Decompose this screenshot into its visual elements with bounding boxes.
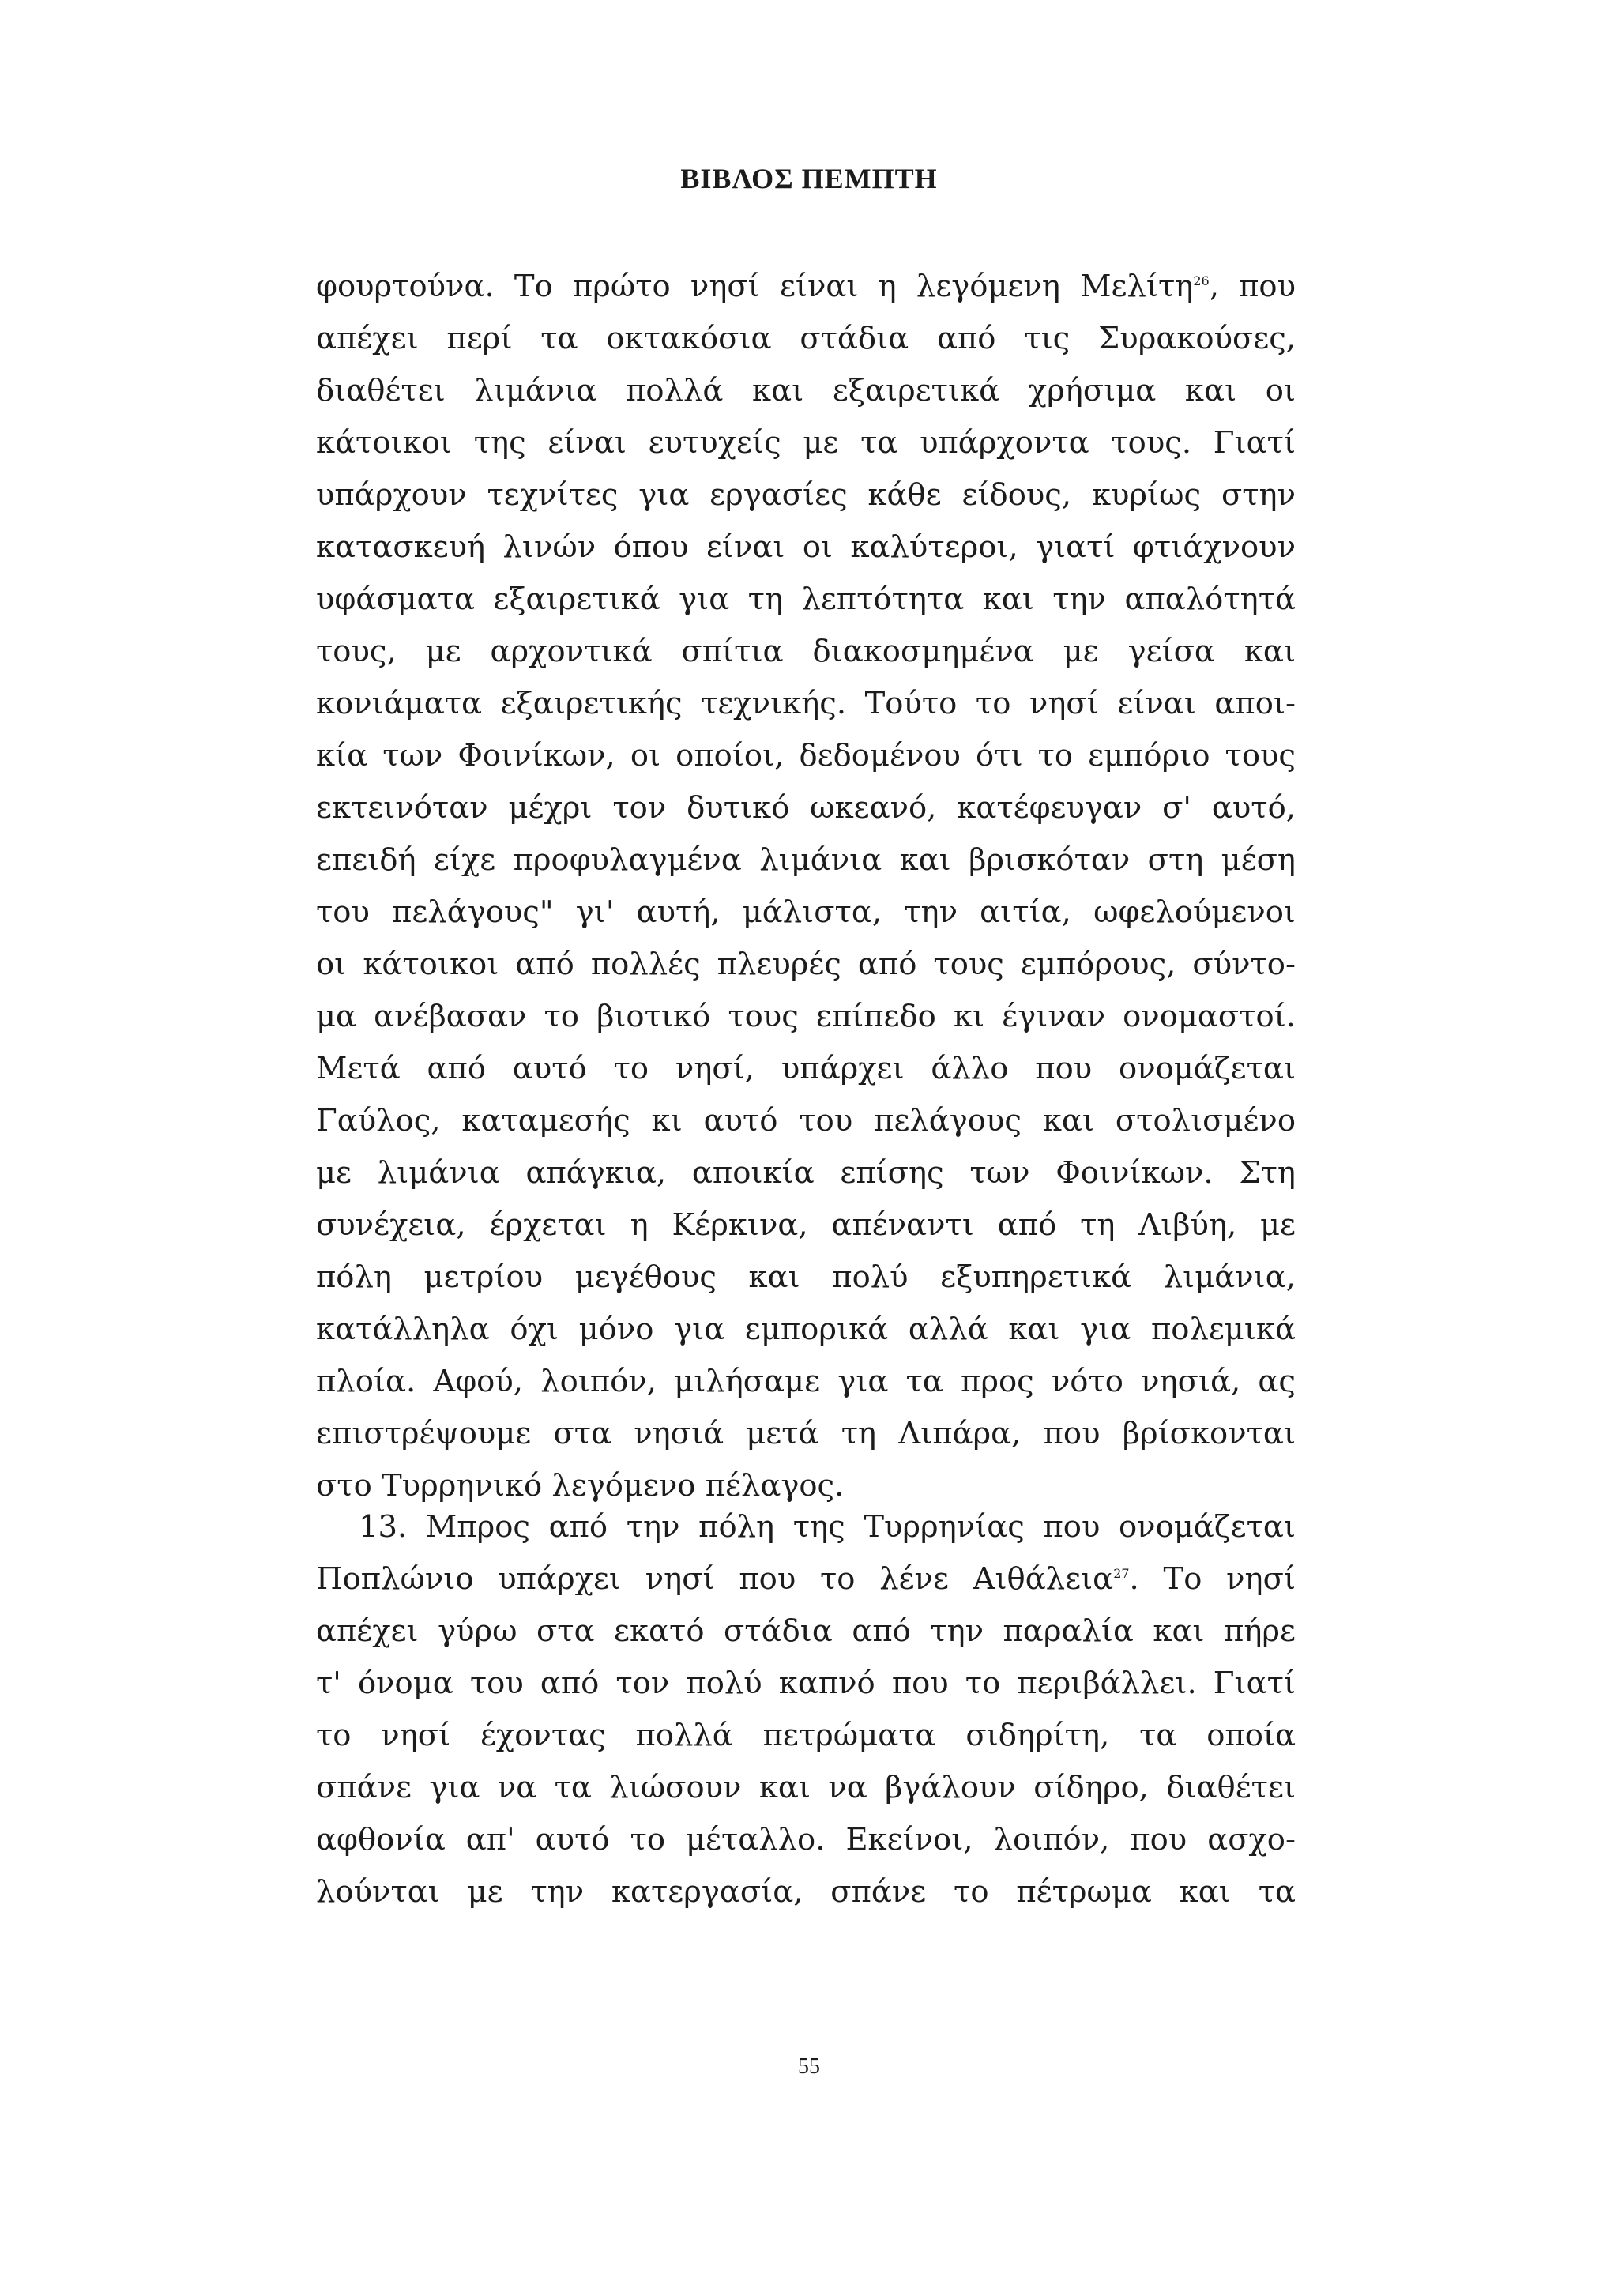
text-line: διαθέτει λιμάνια πολλά και εξαιρετικά χρήσιμα και οι bbox=[316, 373, 1296, 408]
text-line: το νησί έχοντας πολλά πετρώματα σιδηρίτη, τα οποία bbox=[316, 1718, 1296, 1753]
text-line: οι κάτοικοι από πολλές πλευρές από τους εμπόρους, σύντο- bbox=[316, 947, 1296, 982]
text-line: πόλη μετρίου μεγέθους και πολύ εξυπηρετικά λιμάνια, bbox=[316, 1259, 1296, 1295]
text-line: κονιάματα εξαιρετικής τεχνικής. Τούτο το νησί είναι αποι- bbox=[316, 686, 1296, 721]
text-line: υπάρχουν τεχνίτες για εργασίες κάθε είδους, κυρίως στην bbox=[316, 477, 1296, 513]
text-line-continuation: . Το νησί bbox=[1129, 1561, 1296, 1597]
text-line: αφθονία απ' αυτό το μέταλλο. Εκείνοι, λοιπόν, που ασχο- bbox=[316, 1822, 1296, 1858]
text-line-content: φουρτούνα. Το πρώτο νησί είναι η λεγόμενη Μελίτη bbox=[316, 269, 1194, 304]
text-line: σπάνε για να τα λιώσουν και να βγάλουν σίδηρο, διαθέτει bbox=[316, 1770, 1296, 1805]
text-line: 13. Μπρος από την πόλη της Τυρρηνίας που ονομάζεται bbox=[359, 1509, 1296, 1545]
text-line: κάτοικοι της είναι ευτυχείς με τα υπάρχοντα τους. Γιατί bbox=[316, 425, 1296, 461]
text-line: στο Τυρρηνικό λεγόμενο πέλαγος. bbox=[316, 1468, 845, 1504]
text-line: Μετά από αυτό το νησί, υπάρχει άλλο που ονομάζεται bbox=[316, 1051, 1296, 1086]
text-line: του πελάγους" γι' αυτή, μάλιστα, την αιτία, ωφελούμενοι bbox=[316, 894, 1296, 930]
running-title: ΒΙΒΛΟΣ ΠΕΜΠΤΗ bbox=[680, 163, 938, 194]
text-line: επειδή είχε προφυλαγμένα λιμάνια και βρισκόταν στη μέση bbox=[316, 842, 1296, 878]
paragraph-2 bbox=[316, 1501, 1296, 1918]
paragraph-1 bbox=[316, 261, 1296, 1512]
footnote-marker: 27 bbox=[1113, 1566, 1130, 1582]
page-number: 55 bbox=[798, 2054, 820, 2079]
text-line-content: Ποπλώνιο υπάρχει νησί που το λένε Αιθάλεια bbox=[316, 1561, 1114, 1597]
text-line: κατασκευή λινών όπου είναι οι καλύτεροι, γιατί φτιάχνουν bbox=[316, 529, 1296, 565]
text-line: κία των Φοινίκων, οι οποίοι, δεδομένου ότι το εμπόριο τους bbox=[316, 738, 1296, 773]
text-line: τ' όνομα του από τον πολύ καπνό που το περιβάλλει. Γιατί bbox=[316, 1666, 1296, 1701]
text-line: με λιμάνια απάγκια, αποικία επίσης των Φοινίκων. Στη bbox=[316, 1155, 1296, 1191]
text-line: Γαύλος, καταμεσής κι αυτό του πελάγους και στολισμένο bbox=[316, 1103, 1296, 1139]
text-line: απέχει περί τα οκτακόσια στάδια από τις Συρακούσες, bbox=[316, 321, 1296, 356]
text-line: πλοία. Αφού, λοιπόν, μιλήσαμε για τα προς νότο νησιά, ας bbox=[316, 1364, 1296, 1399]
text-line: επιστρέψουμε στα νησιά μετά τη Λιπάρα, που βρίσκονται bbox=[316, 1416, 1296, 1451]
text-line: εκτεινόταν μέχρι τον δυτικό ωκεανό, κατέφευγαν σ' αυτό, bbox=[316, 790, 1296, 826]
text-line: μα ανέβασαν το βιοτικό τους επίπεδο κι έγιναν ονομαστοί. bbox=[316, 999, 1296, 1034]
text-line: συνέχεια, έρχεται η Κέρκινα, απέναντι από τη Λιβύη, με bbox=[316, 1207, 1296, 1243]
text-line: κατάλληλα όχι μόνο για εμπορικά αλλά και για πολεμικά bbox=[316, 1312, 1296, 1347]
text-line bbox=[316, 261, 1296, 313]
text-line-continuation: , που bbox=[1209, 269, 1296, 304]
text-line: τους, με αρχοντικά σπίτια διακοσμημένα με γείσα και bbox=[316, 634, 1296, 669]
footnote-marker: 26 bbox=[1193, 273, 1210, 289]
text-line: απέχει γύρω στα εκατό στάδια από την παραλία και πήρε bbox=[316, 1613, 1296, 1649]
text-line: λούνται με την κατεργασία, σπάνε το πέτρωμα και τα bbox=[316, 1874, 1296, 1910]
text-line: υφάσματα εξαιρετικά για τη λεπτότητα και την απαλότητά bbox=[316, 582, 1296, 617]
text-line bbox=[316, 1553, 1296, 1605]
